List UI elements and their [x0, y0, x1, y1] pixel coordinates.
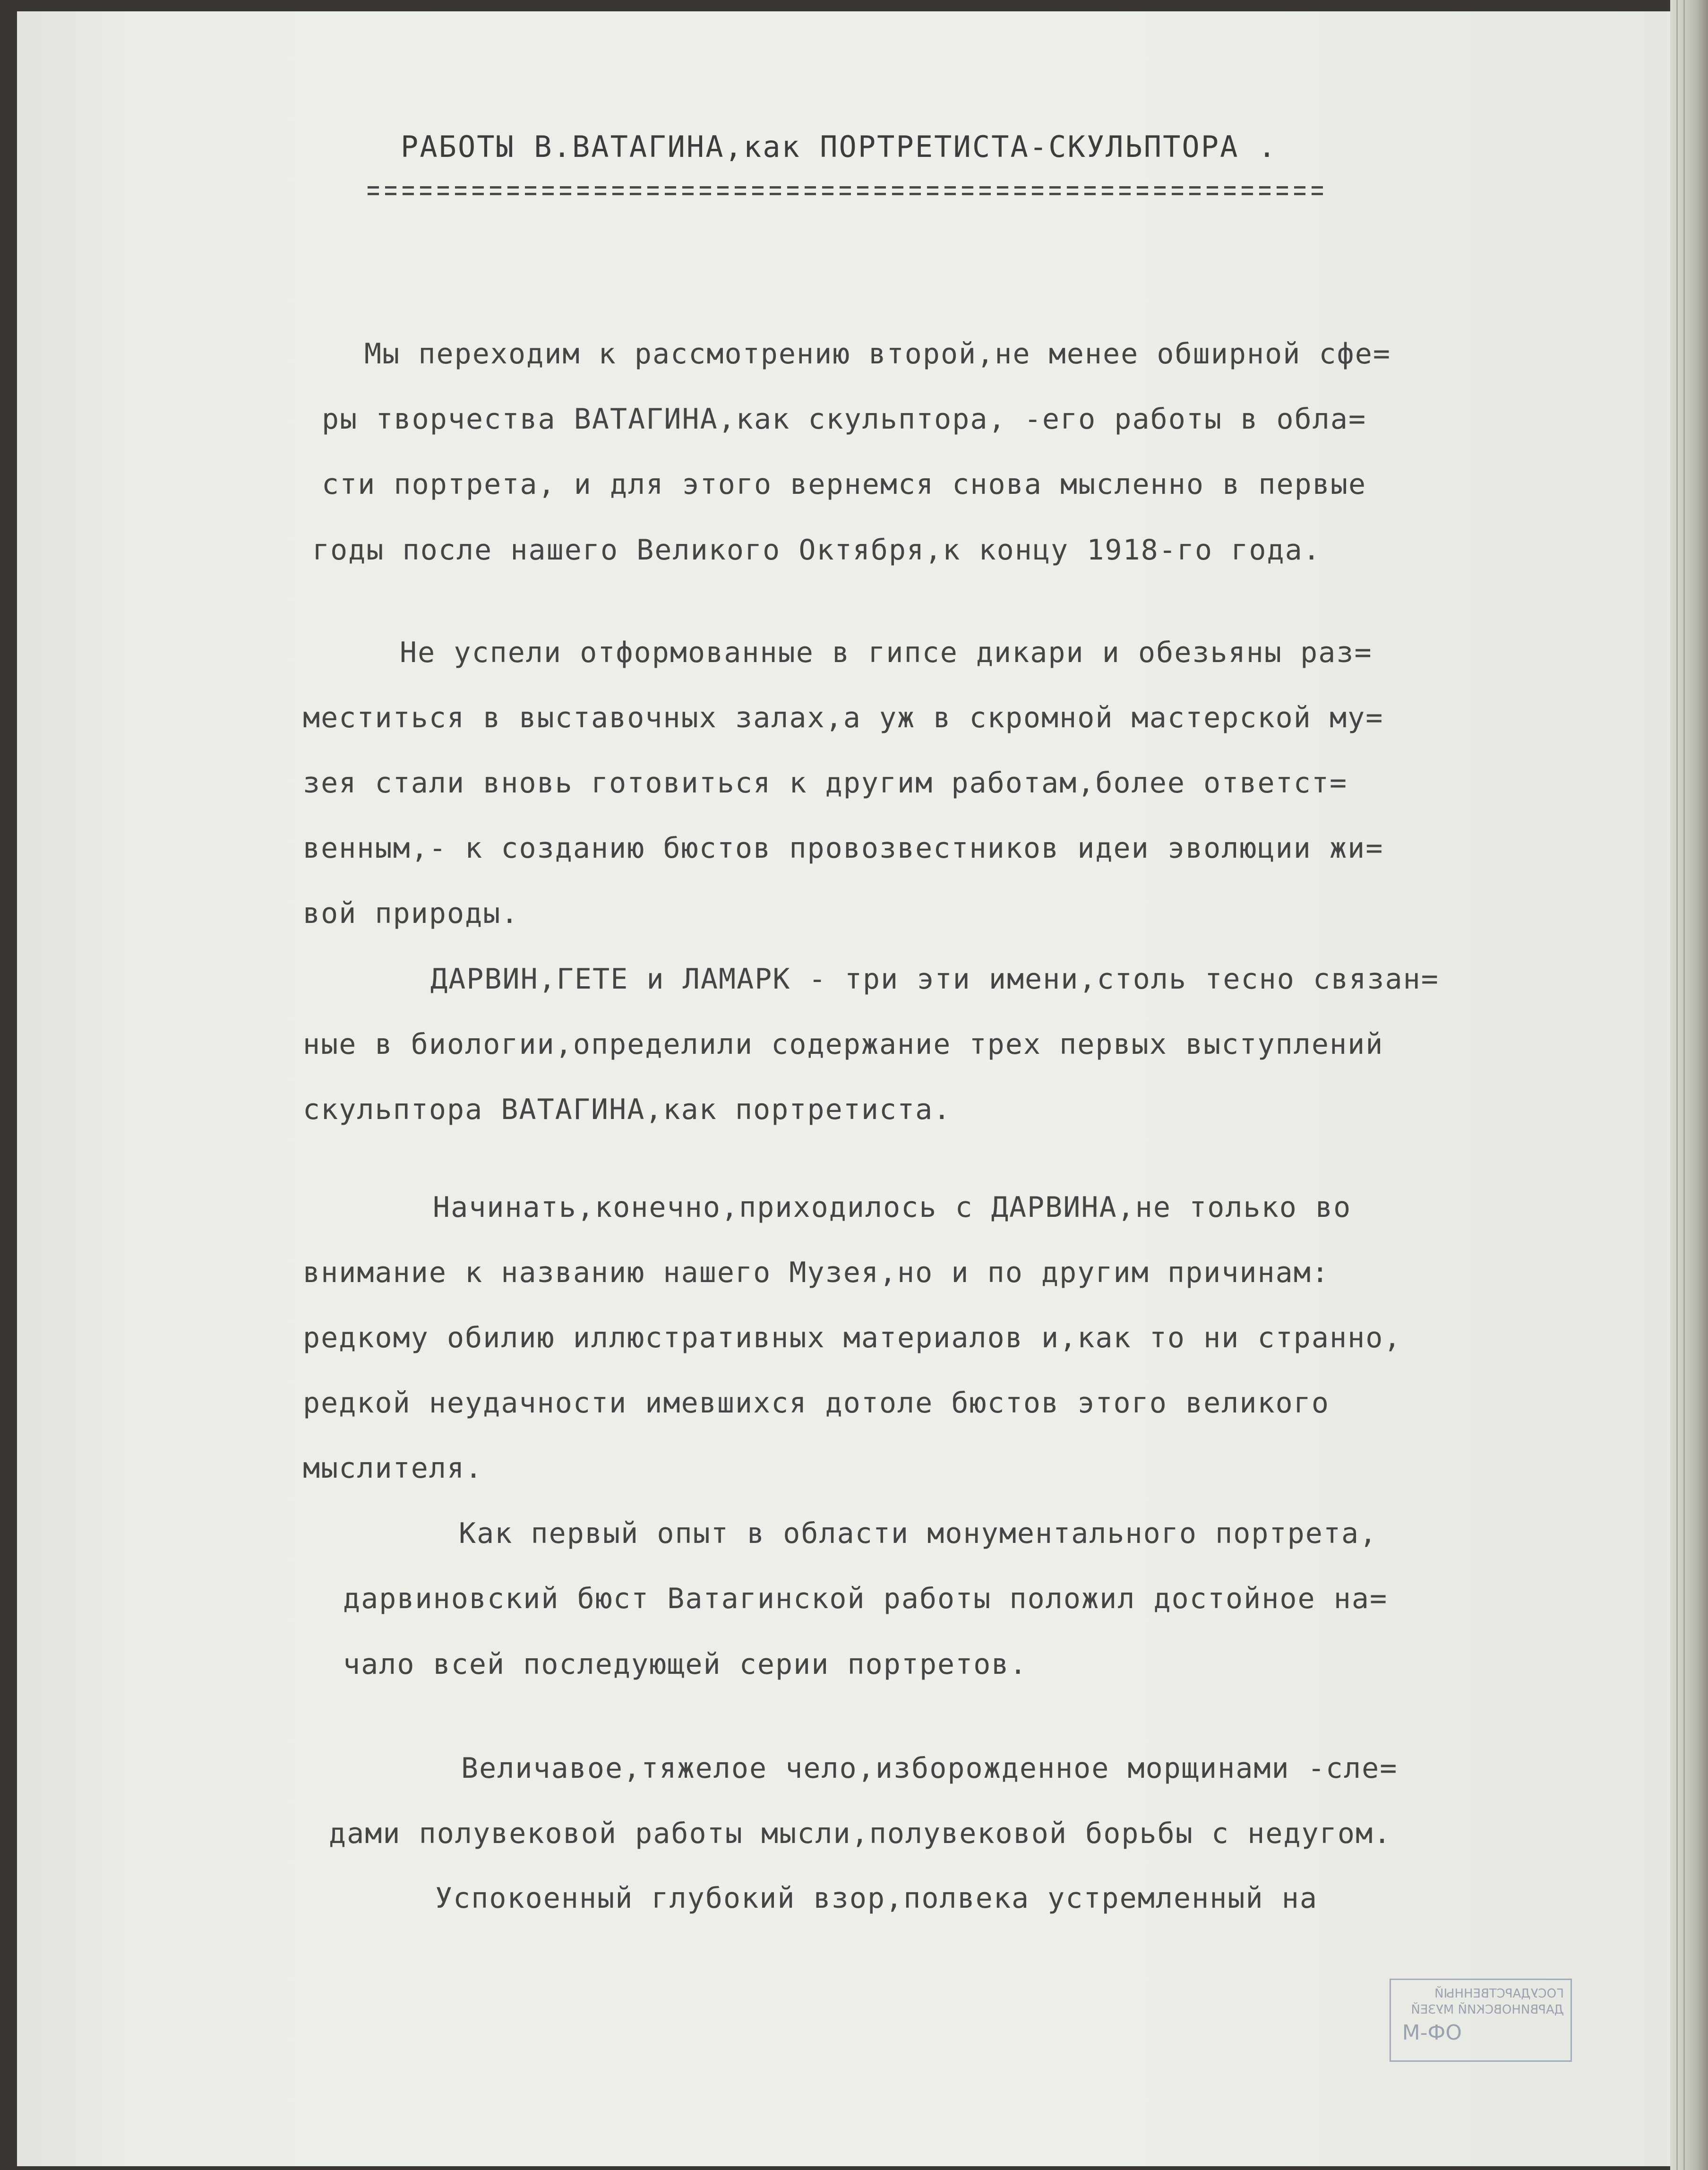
- page-stack-edge: [1670, 0, 1708, 2170]
- stamp-line: ДАРВИНОВСКИЙ МУЗЕЙ: [1411, 2003, 1564, 2017]
- page-edge-line: [1683, 0, 1685, 2170]
- text-line: дарвиновский бюст Ватагинской работы положил достойное на=: [343, 1582, 1388, 1615]
- stamp-code: ОФ-М: [1402, 2021, 1462, 2045]
- text-line: скульптора ВАТАГИНА,как портретиста.: [303, 1093, 952, 1126]
- text-line: внимание к названию нашего Музея,но и по другим причинам:: [303, 1256, 1330, 1289]
- text-line: редкой неудачности имевшихся дотоле бюстов этого великого: [303, 1386, 1330, 1420]
- text-line: венным,- к созданию бюстов провозвестников идеи эволюции жи=: [303, 832, 1384, 865]
- title-double-underline: [368, 186, 1329, 197]
- text-line: Мы переходим к рассмотрению второй,не менее обширной сфе=: [364, 337, 1391, 370]
- text-line: вой природы.: [303, 897, 519, 930]
- text-line: Начинать,конечно,приходилось с ДАРВИНА,не только во: [433, 1191, 1352, 1224]
- text-line: Не успели отформованные в гипсе дикари и обезьяны раз=: [400, 636, 1373, 669]
- page-edge-line: [1676, 0, 1678, 2170]
- text-line: ные в биологии,определили содержание трех первых выступлений: [303, 1028, 1384, 1061]
- text-line: годы после нашего Великого Октября,к концу 1918-го года.: [312, 534, 1321, 567]
- text-line: Как первый опыт в области монументального портрета,: [459, 1517, 1378, 1550]
- text-line: дами полувековой работы мысли,полувековой борьбы с недугом.: [329, 1817, 1392, 1850]
- text-line: зея стали вновь готовиться к другим работам,более ответст=: [303, 766, 1348, 800]
- archive-stamp: [1390, 1979, 1572, 2062]
- text-line: сти портрета, и для этого вернемся снова мысленно в первые: [322, 468, 1367, 501]
- stamp-line: ГОСУДАРСТВЕННЫЙ: [1434, 1987, 1564, 2001]
- text-line: Успокоенный глубокий взор,полвека устремленный на: [435, 1882, 1318, 1915]
- text-line: чало всей последующей серии портретов.: [343, 1648, 1028, 1681]
- page-title: РАБОТЫ В.ВАТАГИНА,как ПОРТРЕТИСТА-СКУЛЬПТОРА .: [401, 129, 1278, 164]
- text-line: мыслителя.: [303, 1452, 483, 1485]
- text-line: Величавое,тяжелое чело,изборожденное морщинами -сле=: [461, 1752, 1398, 1785]
- text-line: ДАРВИН,ГЕТЕ и ЛАМАРК - три эти имени,столь тесно связан=: [430, 963, 1439, 996]
- text-line: редкому обилию иллюстративных материалов и,как то ни странно,: [303, 1321, 1402, 1354]
- document-page: [17, 11, 1671, 2166]
- text-line: меститься в выставочных залах,а уж в скромной мастерской му=: [303, 701, 1384, 734]
- text-line: ры творчества ВАТАГИНА,как скульптора, -его работы в обла=: [322, 403, 1367, 436]
